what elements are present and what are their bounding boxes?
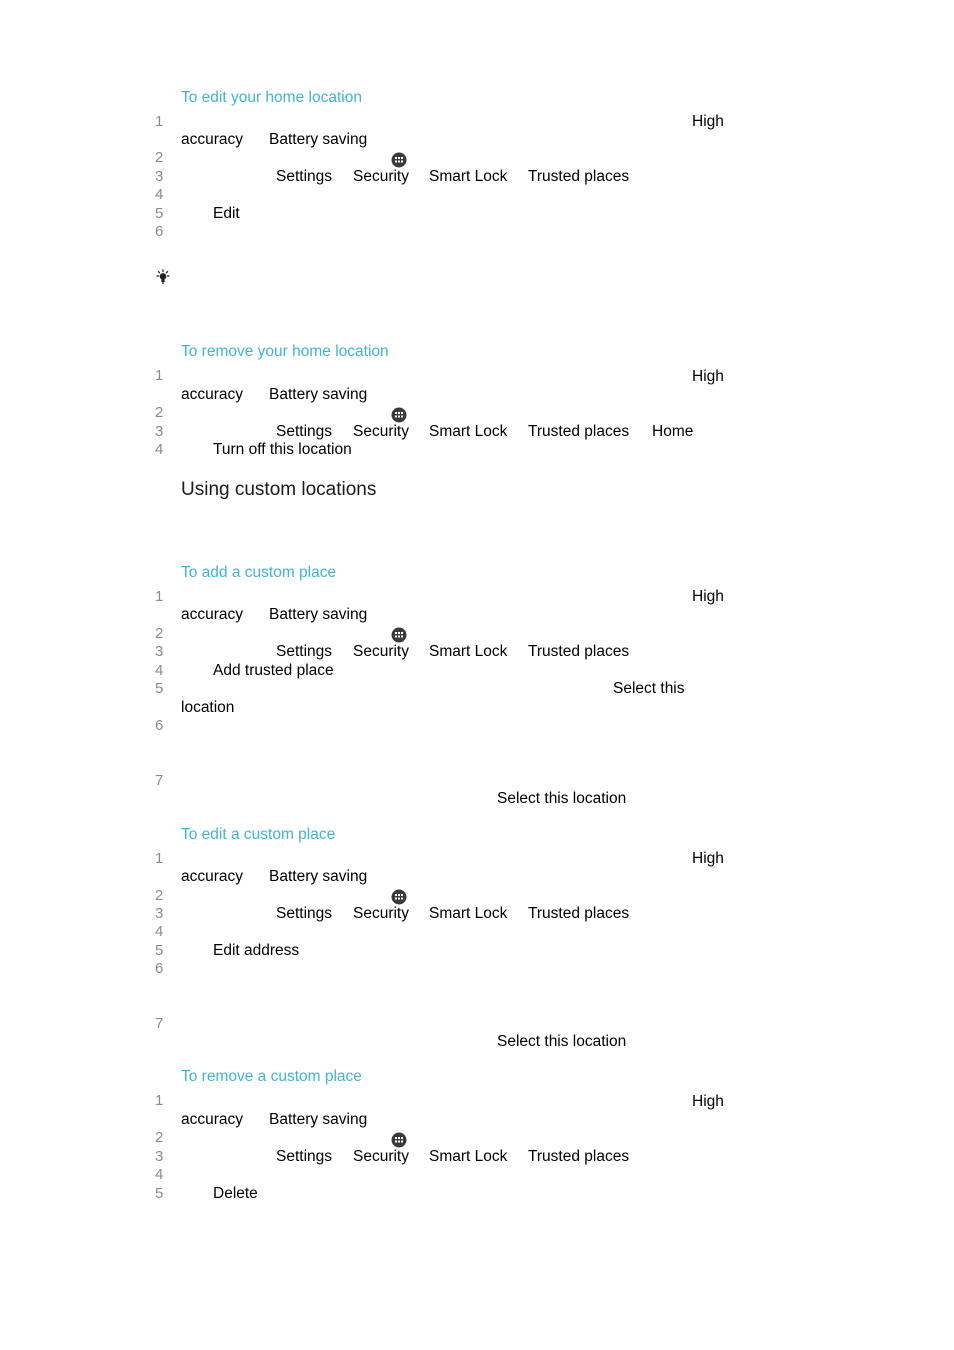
application-screen-icon xyxy=(391,152,407,168)
delete-word: Delete xyxy=(213,1185,258,1202)
edit-word: Edit xyxy=(213,205,240,222)
turn-off-word: Turn off this location xyxy=(213,441,352,458)
lightbulb-icon xyxy=(155,269,171,285)
smart-lock-word: Smart Lock xyxy=(429,168,508,185)
security-word: Security xyxy=(353,168,409,185)
step-number: 2 xyxy=(155,1129,164,1146)
trusted-places-word: Trusted places xyxy=(528,905,630,922)
security-word: Security xyxy=(353,423,409,440)
settings-word: Settings xyxy=(276,643,333,660)
trusted-places-word: Trusted places xyxy=(528,423,630,440)
smart-lock-word: Smart Lock xyxy=(429,643,508,660)
application-screen-icon xyxy=(391,407,407,423)
step-number: 4 xyxy=(155,441,164,458)
high-accuracy-word: High xyxy=(692,588,724,605)
security-word: Security xyxy=(353,905,409,922)
step-number: 5 xyxy=(155,942,164,959)
trusted-places-word: Trusted places xyxy=(528,1148,630,1165)
step-number: 1 xyxy=(155,367,164,384)
high-accuracy-word: High xyxy=(692,1093,724,1110)
battery-saving-word: Battery saving xyxy=(269,1111,368,1128)
step-number: 3 xyxy=(155,168,164,185)
section-heading: To add a custom place xyxy=(181,564,337,581)
security-word: Security xyxy=(353,643,409,660)
trusted-places-word: Trusted places xyxy=(528,168,630,185)
home-word: Home xyxy=(652,423,694,440)
accuracy-word: accuracy xyxy=(181,386,244,403)
step-number: 5 xyxy=(155,680,164,697)
section-heading: To remove your home location xyxy=(181,343,389,360)
step-number: 1 xyxy=(155,1092,164,1109)
battery-saving-word: Battery saving xyxy=(269,386,368,403)
smart-lock-word: Smart Lock xyxy=(429,905,508,922)
select-this-location-word: Select this location xyxy=(497,790,627,807)
battery-saving-word: Battery saving xyxy=(269,606,368,623)
step-number: 7 xyxy=(155,772,164,789)
smart-lock-word: Smart Lock xyxy=(429,423,508,440)
high-accuracy-word: High xyxy=(692,368,724,385)
step-number: 4 xyxy=(155,662,164,679)
settings-word: Settings xyxy=(276,1148,333,1165)
application-screen-icon xyxy=(391,627,407,643)
step-number: 2 xyxy=(155,887,164,904)
step-number: 5 xyxy=(155,1185,164,1202)
accuracy-word: accuracy xyxy=(181,1111,244,1128)
application-screen-icon xyxy=(391,889,407,905)
step-number: 7 xyxy=(155,1015,164,1032)
location-word: location xyxy=(181,699,235,716)
step-number: 4 xyxy=(155,1166,164,1183)
smart-lock-word: Smart Lock xyxy=(429,1148,508,1165)
step-number: 2 xyxy=(155,625,164,642)
step-number: 4 xyxy=(155,923,164,940)
security-word: Security xyxy=(353,1148,409,1165)
step-number: 2 xyxy=(155,404,164,421)
battery-saving-word: Battery saving xyxy=(269,131,368,148)
step-number: 6 xyxy=(155,717,164,734)
select-this-word: Select this xyxy=(613,680,685,697)
trusted-places-word: Trusted places xyxy=(528,643,630,660)
step-number: 3 xyxy=(155,1148,164,1165)
application-screen-icon xyxy=(391,1132,407,1148)
step-number: 3 xyxy=(155,905,164,922)
section-heading: To edit a custom place xyxy=(181,826,336,843)
accuracy-word: accuracy xyxy=(181,868,244,885)
step-number: 1 xyxy=(155,850,164,867)
add-trusted-place-word: Add trusted place xyxy=(213,662,334,679)
step-number: 4 xyxy=(155,186,164,203)
step-number: 1 xyxy=(155,113,164,130)
step-number: 6 xyxy=(155,223,164,240)
section-heading: To remove a custom place xyxy=(181,1068,362,1085)
step-number: 1 xyxy=(155,588,164,605)
step-number: 3 xyxy=(155,423,164,440)
step-number: 2 xyxy=(155,149,164,166)
select-this-location-word: Select this location xyxy=(497,1033,627,1050)
settings-word: Settings xyxy=(276,423,333,440)
accuracy-word: accuracy xyxy=(181,606,244,623)
high-accuracy-word: High xyxy=(692,113,724,130)
settings-word: Settings xyxy=(276,905,333,922)
battery-saving-word: Battery saving xyxy=(269,868,368,885)
step-number: 3 xyxy=(155,643,164,660)
settings-word: Settings xyxy=(276,168,333,185)
high-accuracy-word: High xyxy=(692,850,724,867)
step-number: 6 xyxy=(155,960,164,977)
section-heading: To edit your home location xyxy=(181,89,362,106)
step-number: 5 xyxy=(155,205,164,222)
subsection-title: Using custom locations xyxy=(181,479,377,500)
edit-address-word: Edit address xyxy=(213,942,300,959)
accuracy-word: accuracy xyxy=(181,131,244,148)
